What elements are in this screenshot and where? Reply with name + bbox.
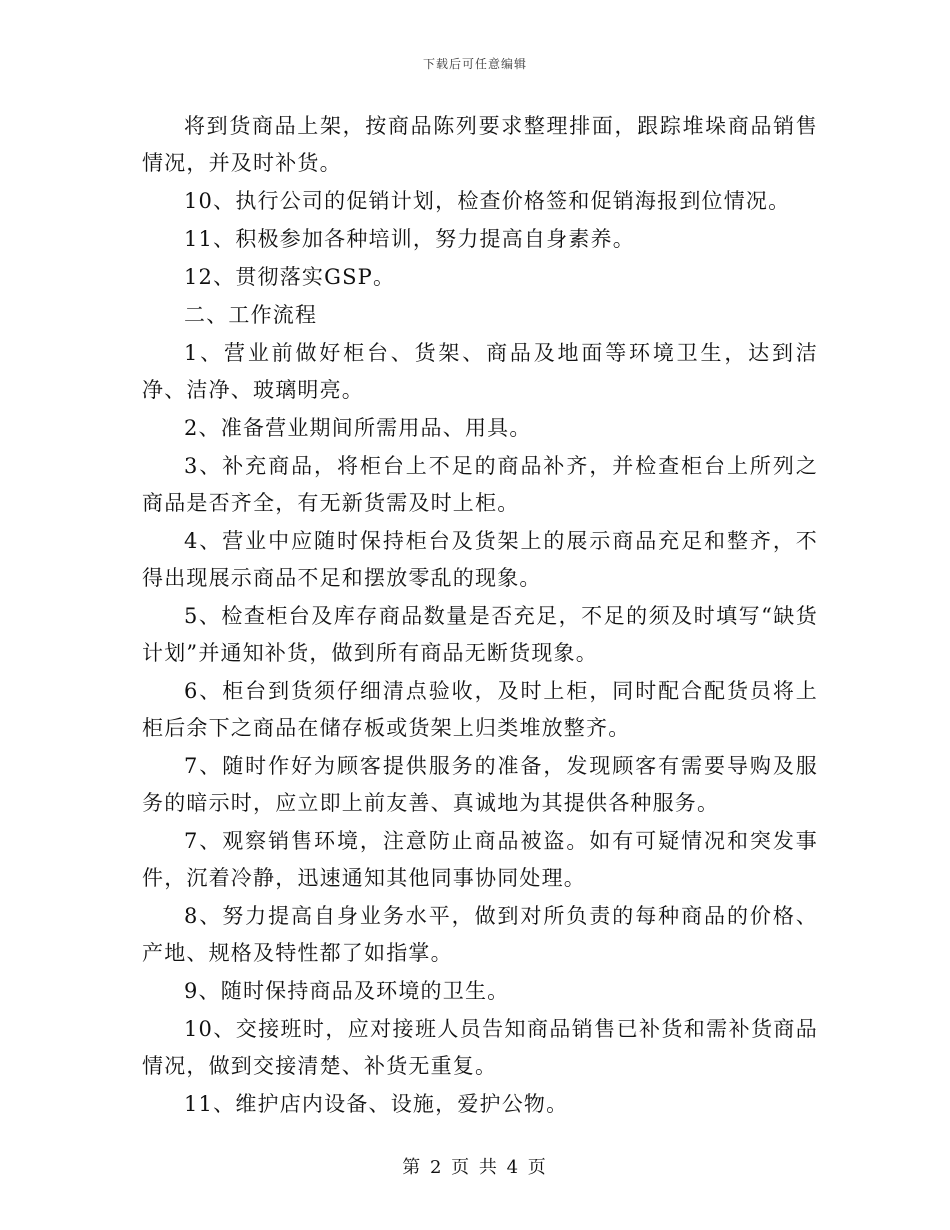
paragraph: 7、随时作好为顾客提供服务的准备，发现顾客有需要导购及服务的暗示时，应立即上前友善、真诚地为其提供各种服务。 — [142, 754, 818, 815]
paragraph: 6、柜台到货须仔细清点验收，及时上柜，同时配合配货员将上柜后余下之商品在储存板或货架上归类堆放整齐。 — [142, 679, 818, 740]
paragraph: 8、努力提高自身业务水平，做到对所负责的每种商品的价格、产地、规格及特性都了如指掌。 — [142, 904, 818, 965]
page-number-footer: 第 2 页 共 4 页 — [402, 1157, 548, 1178]
paragraph: 9、随时保持商品及环境的卫生。 — [184, 979, 510, 1003]
paragraph: 7、观察销售环境，注意防止商品被盗。如有可疑情况和突发事件，沉着冷静，迅速通知其他同事协同处理。 — [142, 829, 818, 890]
paragraph: 5、检查柜台及库存商品数量是否充足，不足的须及时填写“缺货计划”并通知补货，做到所有商品无断货现象。 — [142, 604, 818, 665]
paragraph: 11、维护店内设备、设施，爱护公物。 — [184, 1092, 569, 1116]
paragraph: 10、执行公司的促销计划，检查价格签和促销海报到位情况。 — [184, 189, 791, 213]
header-note: 下载后可任意编辑 — [422, 57, 527, 71]
paragraph: 将到货商品上架，按商品陈列要求整理排面，跟踪堆垛商品销售情况，并及时补货。 — [142, 114, 818, 175]
paragraph: 10、交接班时，应对接班人员告知商品销售已补货和需补货商品情况，做到交接清楚、补货无重复。 — [142, 1017, 818, 1078]
paragraph: 1、营业前做好柜台、货架、商品及地面等环境卫生，达到洁净、洁净、玻璃明亮。 — [142, 341, 818, 402]
document-body — [142, 108, 818, 1124]
paragraph: 11、积极参加各种培训，努力提高自身素养。 — [184, 227, 635, 251]
section-heading: 二、工作流程 — [184, 303, 318, 327]
paragraph: 12、贯彻落实GSP。 — [184, 265, 396, 289]
paragraph: 2、准备营业期间所需用品、用具。 — [184, 416, 532, 440]
paragraph: 3、补充商品，将柜台上不足的商品补齐，并检查柜台上所列之商品是否齐全，有无新货需及时上柜。 — [142, 454, 818, 515]
paragraph: 4、营业中应随时保持柜台及货架上的展示商品充足和整齐，不得出现展示商品不足和摆放零乱的现象。 — [142, 529, 818, 590]
